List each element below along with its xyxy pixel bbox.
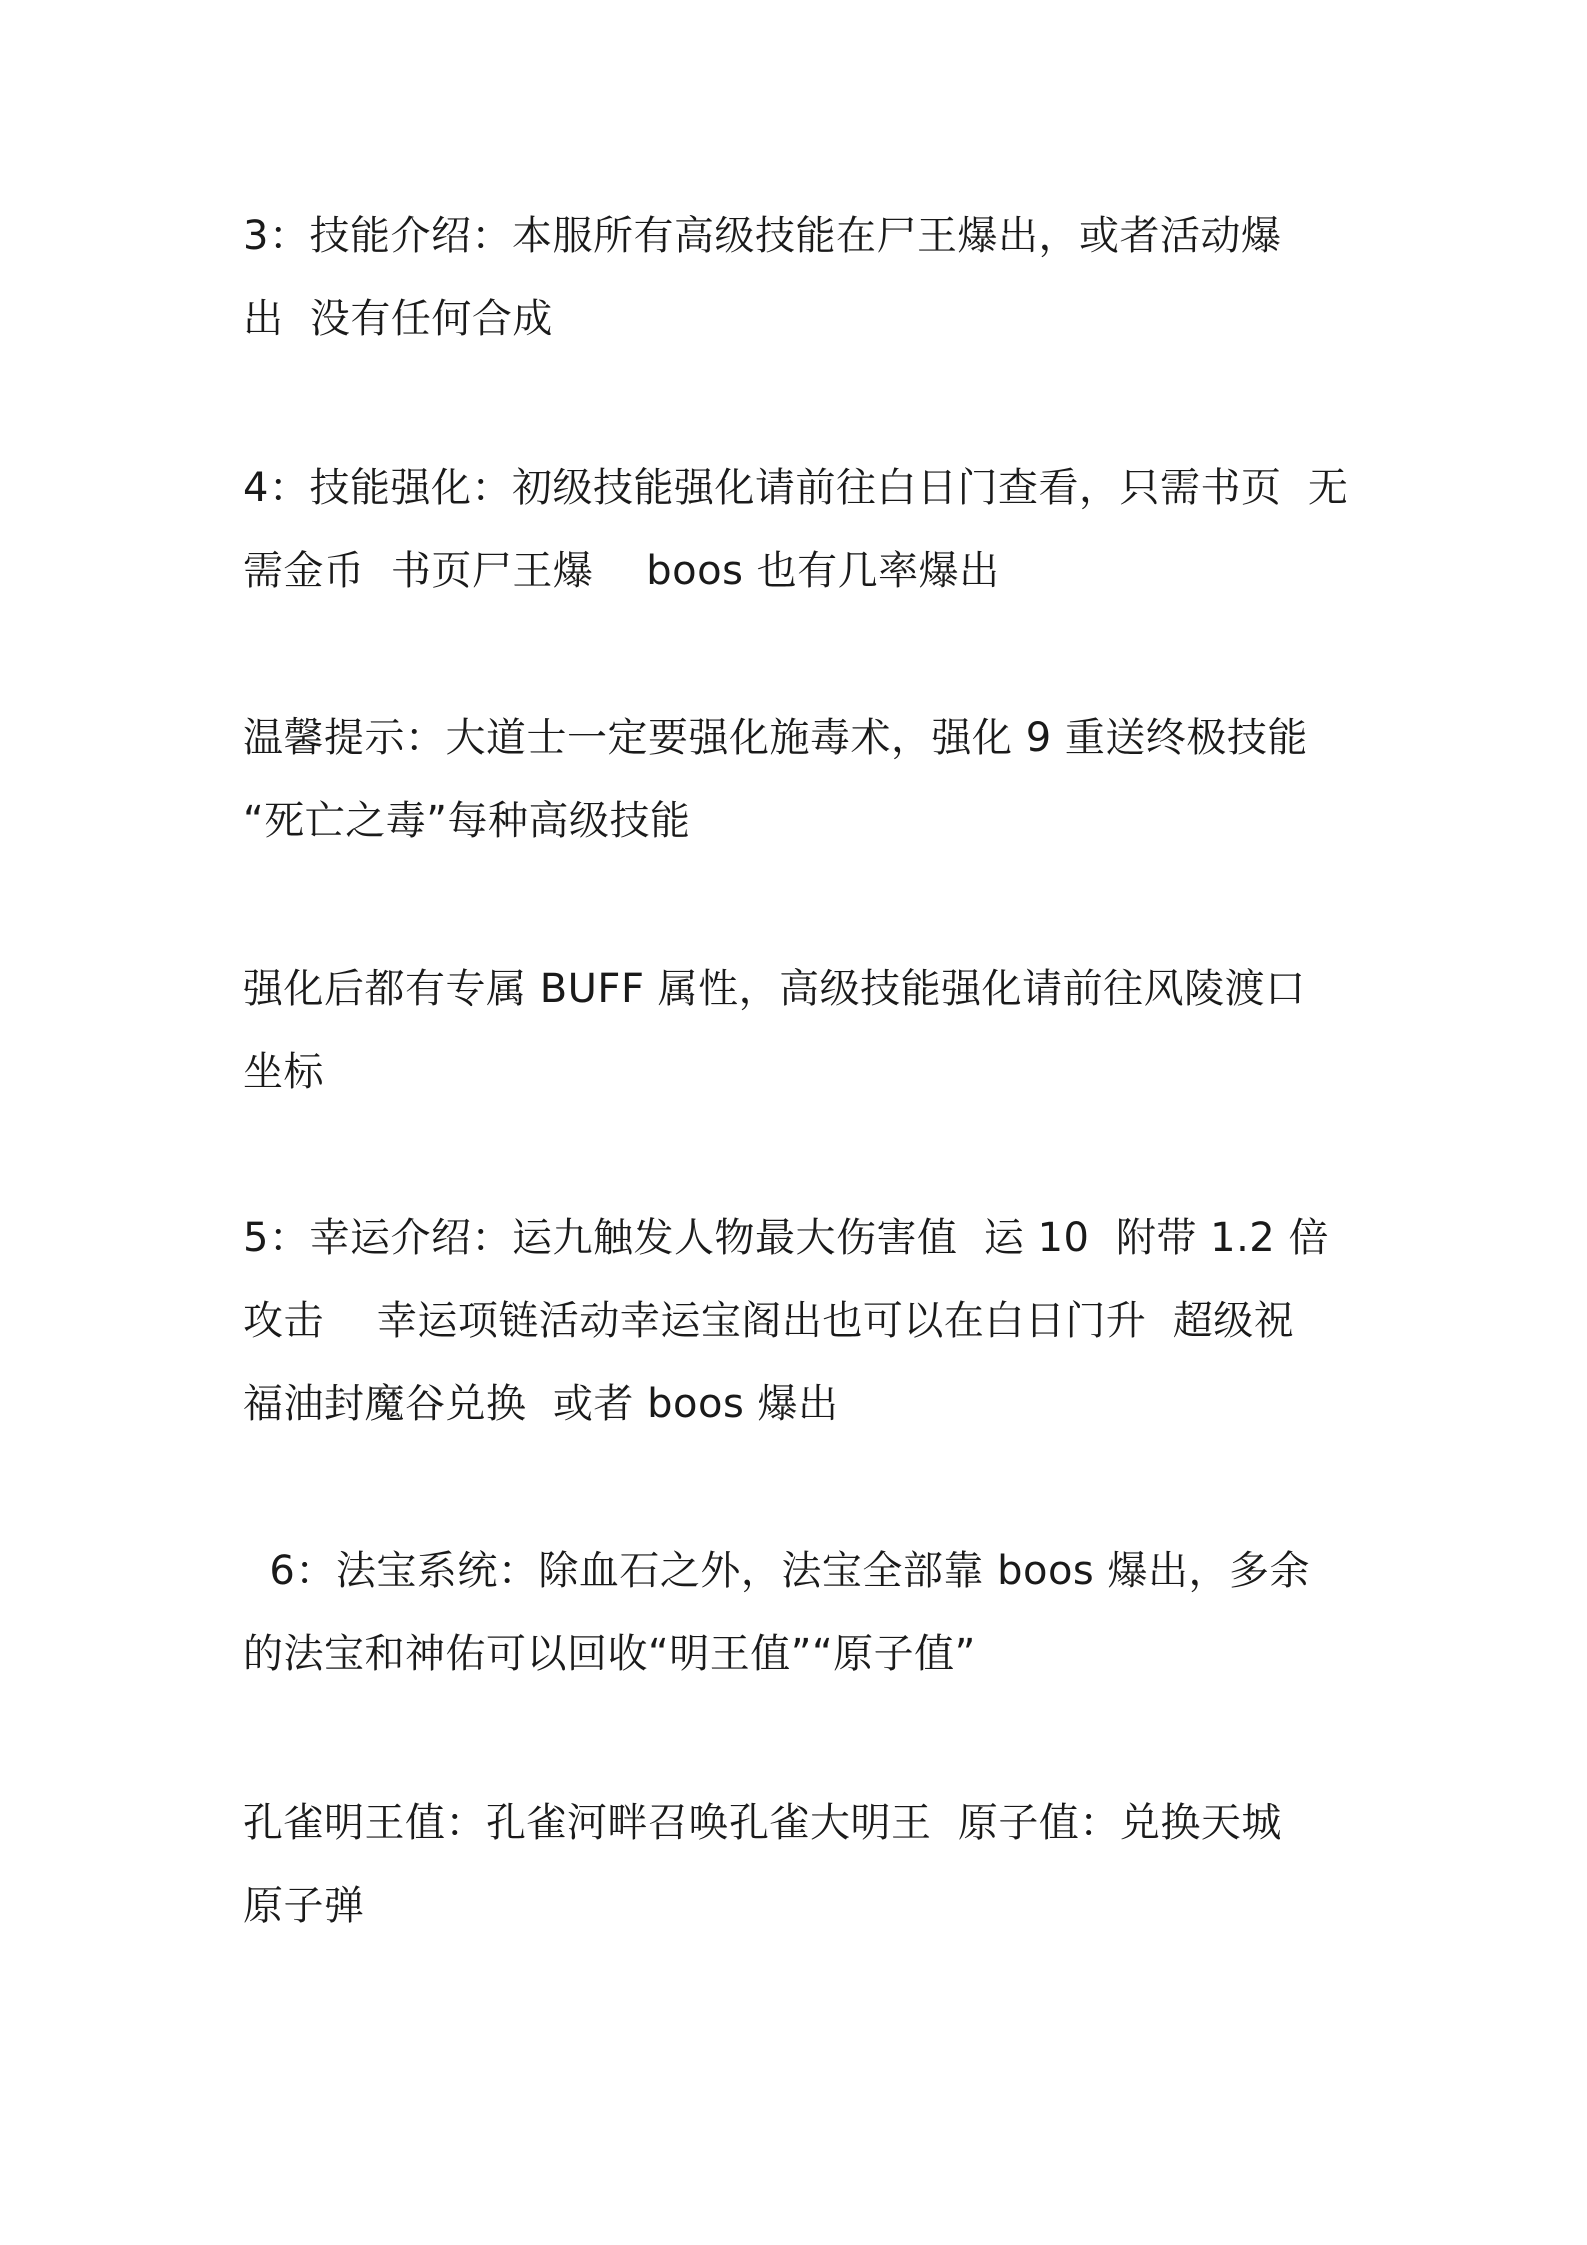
paragraph-treasure-system [243, 1530, 1363, 1696]
text-line: 坐标 [243, 1049, 324, 1095]
paragraph-buff [243, 948, 1363, 1114]
text-line: 孔雀明王值：孔雀河畔召唤孔雀大明王 原子值：兑换天城 [243, 1800, 1282, 1846]
paragraph-tip [243, 697, 1363, 863]
text-line: 4：技能强化：初级技能强化请前往白日门查看，只需书页 无 [243, 465, 1349, 511]
text-line: 的法宝和神佑可以回收“明王值”“原子值” [243, 1631, 976, 1677]
text-line: 5：幸运介绍：运九触发人物最大伤害值 运 10 附带 1.2 倍 [243, 1215, 1329, 1261]
text-line: 强化后都有专属 BUFF 属性，高级技能强化请前往风陵渡口 [243, 966, 1306, 1012]
paragraph-values [243, 1782, 1363, 1948]
text-line: 福油封魔谷兑换 或者 boos 爆出 [243, 1381, 839, 1427]
text-line: 攻击 幸运项链活动幸运宝阁出也可以在白日门升 超级祝 [243, 1298, 1295, 1344]
text-line: 3：技能介绍：本服所有高级技能在尸王爆出，或者活动爆 [243, 213, 1282, 259]
text-line: 原子弹 [243, 1883, 365, 1929]
text-line: 温馨提示：大道士一定要强化施毒术，强化 9 重送终极技能 [243, 715, 1308, 761]
paragraph-skill-enhance [243, 447, 1363, 613]
text-line: 出 没有任何合成 [243, 296, 553, 342]
text-line: 需金币 书页尸王爆 boos 也有几率爆出 [243, 548, 1000, 594]
paragraph-skill-intro [243, 195, 1363, 361]
text-line: 6：法宝系统：除血石之外，法宝全部靠 boos 爆出，多余 [243, 1548, 1310, 1594]
paragraph-luck-intro [243, 1197, 1363, 1446]
text-line: “死亡之毒”每种高级技能 [243, 798, 691, 844]
